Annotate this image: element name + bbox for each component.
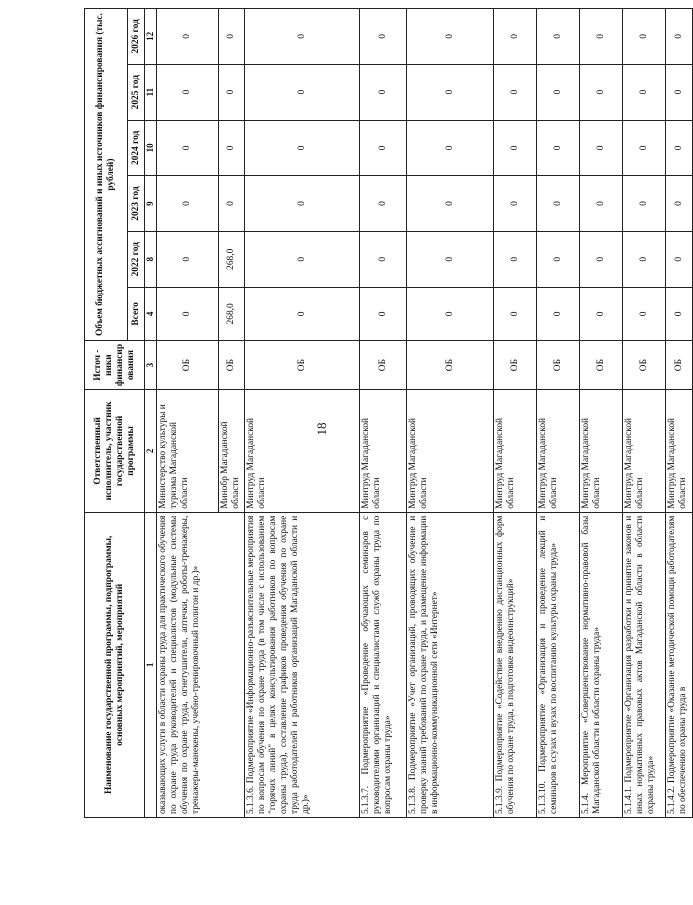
row-value: 0	[407, 120, 494, 176]
table-row	[157, 9, 219, 818]
row-value: 0	[580, 231, 623, 287]
row-total: 0	[666, 287, 693, 340]
header-year: 2022 год	[128, 231, 145, 287]
row-value: 0	[494, 120, 537, 176]
column-number: 2	[145, 390, 157, 513]
table-row	[580, 9, 623, 818]
row-value: 0	[219, 120, 245, 176]
row-value: 0	[537, 64, 580, 120]
row-value: 0	[360, 120, 407, 176]
column-number: 8	[145, 231, 157, 287]
row-executor: Минтруд Магаданской области	[666, 390, 693, 513]
column-number: 4	[145, 287, 157, 340]
row-value: 0	[157, 176, 219, 232]
row-value: 0	[623, 9, 666, 65]
row-value: 0	[580, 176, 623, 232]
row-name: оказывающих услуги в области охраны труда для практического обучения по охране труда руководителей и специалистов (модульные системы обучения по охране труда, огнетушители, аптечки, роботы-тренажеры, тренажеры-манекены, учебно-тренировочный полигон и др.)»	[157, 512, 245, 817]
header-executor: Ответственный исполнитель, участник государственной программы	[85, 390, 145, 513]
row-value: 0	[157, 64, 219, 120]
row-total: 0	[623, 287, 666, 340]
header-name: Наименование государственной программы, подпрограммы, основных мероприятий, мероприятий	[85, 512, 145, 817]
table-row	[245, 9, 360, 818]
row-total: 0	[157, 287, 219, 340]
row-source: ОБ	[157, 341, 219, 390]
row-total: 0	[494, 287, 537, 340]
row-value: 0	[580, 64, 623, 120]
table-row	[407, 9, 494, 818]
row-name: 5.1.4.2. Подмероприятие «Оказание методической помощи работодателям по обеспечению охраны труда в	[666, 512, 693, 817]
row-value: 0	[245, 9, 360, 65]
column-number: 10	[145, 120, 157, 176]
row-value: 0	[666, 231, 693, 287]
row-total: 0	[245, 287, 360, 340]
row-value: 0	[245, 176, 360, 232]
header-funding-group: Объем бюджетных ассигнований и иных источников финансирования (тыс. рублей)	[85, 9, 128, 341]
row-value: 0	[494, 9, 537, 65]
header-year: 2024 год	[128, 120, 145, 176]
row-name: 5.1.3.7. Подмероприятие «Проведение обучающих семинаров с руководителями организаций и специалистами служб охраны труда по вопросам охраны труда»	[360, 512, 407, 817]
row-value: 0	[407, 64, 494, 120]
row-value: 0	[494, 176, 537, 232]
page-number: 18	[314, 422, 329, 436]
row-executor: Министерство культуры и туризма Магаданской области	[157, 390, 219, 513]
header-year: 2023 год	[128, 176, 145, 232]
row-source: ОБ	[580, 341, 623, 390]
row-name: 5.1.3.8. Подмероприятие «Учет организаций, проводящих обучение и проверку знаний требований по охране труда, и размещение информации в информационно-коммуникационной сети «Интернет»	[407, 512, 494, 817]
row-source: ОБ	[494, 341, 537, 390]
table-row	[666, 9, 693, 818]
row-total: 268,0	[219, 287, 245, 340]
row-source: ОБ	[360, 341, 407, 390]
row-value: 0	[580, 120, 623, 176]
row-source: ОБ	[623, 341, 666, 390]
row-value: 0	[360, 231, 407, 287]
row-source: ОБ	[407, 341, 494, 390]
row-value: 0	[537, 120, 580, 176]
row-value: 0	[157, 120, 219, 176]
row-value: 0	[537, 176, 580, 232]
row-value: 0	[219, 64, 245, 120]
header-year: 2025 год	[128, 64, 145, 120]
row-executor: Минтруд Магаданской области	[580, 390, 623, 513]
row-value: 0	[407, 176, 494, 232]
row-value: 0	[245, 64, 360, 120]
table-row	[360, 9, 407, 818]
row-executor: Минтруд Магаданской области	[360, 390, 407, 513]
row-value: 0	[407, 9, 494, 65]
row-value: 0	[666, 9, 693, 65]
rotated-table-wrapper	[84, 8, 688, 818]
row-value: 0	[360, 64, 407, 120]
table-header	[85, 9, 157, 818]
row-value: 0	[666, 176, 693, 232]
row-value: 0	[360, 9, 407, 65]
column-number: 1	[145, 512, 157, 817]
row-executor: Минтруд Магаданской области	[537, 390, 580, 513]
row-total: 0	[537, 287, 580, 340]
row-name: 5.1.4. Мероприятие «Совершенствование нормативно-правовой базы Магаданской области в области охраны труда»	[580, 512, 623, 817]
row-value: 268,0	[219, 231, 245, 287]
header-year: 2026 год	[128, 9, 145, 65]
row-executor: Минобр Магаданской области	[219, 390, 245, 513]
row-name: 5.1.3.9. Подмероприятие «Содействие внедрению дистанционных форм обучения по охране труда, в подготовке видеоинструкций»	[494, 512, 537, 817]
row-name: 5.1.3.6. Подмероприятие «Информационно-разъяснительные мероприятия по вопросам обучения по охране труда (в том числе с использованием "горячих линий" в целях консультирования работников по вопросам охраны труда), составление графиков проведения обучения по охране труда работодателей и работников организаций Магаданской области и др.)»	[245, 512, 360, 817]
table-row	[494, 9, 537, 818]
row-value: 0	[666, 64, 693, 120]
table-row	[623, 9, 666, 818]
row-value: 0	[245, 231, 360, 287]
row-total: 0	[580, 287, 623, 340]
row-value: 0	[494, 64, 537, 120]
row-value: 0	[537, 9, 580, 65]
row-name: 5.1.3.10. Подмероприятие «Организация и проведение лекций и семинаров в ссузах и вузах по воспитанию культуры охраны труда»	[537, 512, 580, 817]
program-funding-table	[84, 8, 693, 818]
row-source: ОБ	[666, 341, 693, 390]
row-value: 0	[623, 64, 666, 120]
row-value: 0	[494, 231, 537, 287]
column-number: 9	[145, 176, 157, 232]
row-total: 0	[407, 287, 494, 340]
row-value: 0	[623, 120, 666, 176]
row-value: 0	[157, 231, 219, 287]
row-total: 0	[360, 287, 407, 340]
row-name: 5.1.4.1. Подмероприятие «Организация разработки и принятие законов и иных нормативных правовых актов Магаданской области в области охраны труда»	[623, 512, 666, 817]
row-value: 0	[219, 176, 245, 232]
row-executor: Минтруд Магаданской области	[245, 390, 360, 513]
header-source: Источ - ники финансир ования	[85, 341, 145, 390]
column-number: 12	[145, 9, 157, 65]
row-value: 0	[360, 176, 407, 232]
row-executor: Минтруд Магаданской области	[494, 390, 537, 513]
row-value: 0	[666, 120, 693, 176]
column-number: 3	[145, 341, 157, 390]
row-executor: Минтруд Магаданской области	[407, 390, 494, 513]
row-source: ОБ	[245, 341, 360, 390]
row-value: 0	[623, 176, 666, 232]
column-number-row	[145, 9, 157, 818]
header-total: Всего	[128, 287, 145, 340]
row-value: 0	[537, 231, 580, 287]
row-source: ОБ	[219, 341, 245, 390]
table-row	[537, 9, 580, 818]
column-number: 11	[145, 64, 157, 120]
row-value: 0	[245, 120, 360, 176]
row-value: 0	[580, 9, 623, 65]
row-value: 0	[157, 9, 219, 65]
row-value: 0	[407, 231, 494, 287]
row-value: 0	[623, 231, 666, 287]
row-value: 0	[219, 9, 245, 65]
row-source: ОБ	[537, 341, 580, 390]
row-executor: Минтруд Магаданской области	[623, 390, 666, 513]
